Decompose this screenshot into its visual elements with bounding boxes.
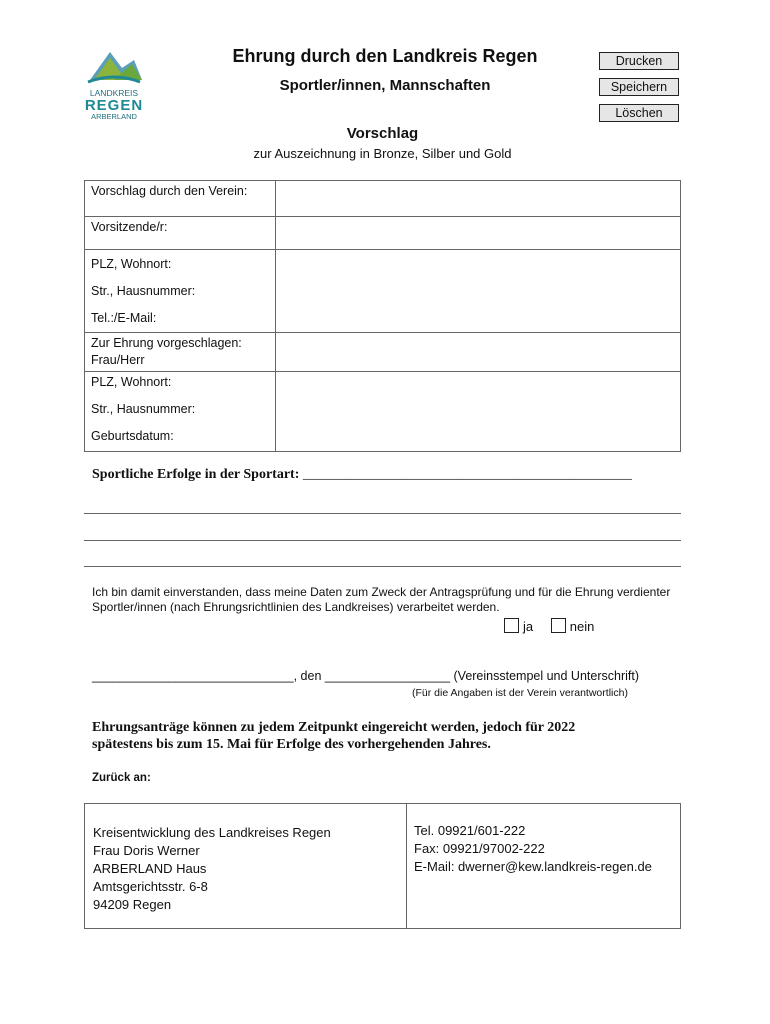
stamp-label: (Vereinsstempel und Unterschrift) xyxy=(450,669,639,683)
consent-yes-label: ja xyxy=(523,619,534,634)
sport-extra-line-2[interactable] xyxy=(84,540,681,541)
landkreis-logo xyxy=(84,48,144,122)
address-labels xyxy=(85,250,276,333)
return-label: Zurück an: xyxy=(92,772,151,784)
den-label: , den xyxy=(293,669,325,683)
address-block xyxy=(85,804,407,929)
street2-label: Str., Hausnummer: xyxy=(91,402,196,416)
birth-label: Geburtsdatum: xyxy=(91,429,174,443)
contact-table xyxy=(84,803,681,929)
sport-field[interactable]: _______________________________________________ xyxy=(302,467,632,482)
address-line-5: 94209 Regen xyxy=(93,897,172,912)
save-button[interactable]: Speichern xyxy=(599,78,679,96)
consent-text: Ich bin damit einverstanden, dass meine Daten zum Zweck der Antragsprüfung und für die Ehrung verdienter Sportler/innen (nach Ehrungsrichtlinien des Landkreises) verarbeitet werden. xyxy=(92,585,671,614)
sport-label: Sportliche Erfolge in der Sportart: xyxy=(92,467,303,482)
logo-line3: ARBERLAND xyxy=(91,112,137,121)
nominee-field[interactable] xyxy=(276,333,681,372)
address-line-2: Frau Doris Werner xyxy=(93,843,200,858)
chair-label: Vorsitzende/r: xyxy=(85,217,276,250)
postal-label: PLZ, Wohnort: xyxy=(91,257,172,271)
nomination-form-table xyxy=(84,180,681,452)
section-subheading: zur Auszeichnung in Bronze, Silber und Gold xyxy=(253,146,512,161)
sport-extra-line-1[interactable] xyxy=(84,513,681,514)
consent-yes-checkbox[interactable] xyxy=(504,618,519,633)
consent-no-checkbox[interactable] xyxy=(551,618,566,633)
print-button[interactable]: Drucken xyxy=(599,52,679,70)
contact-fax: Fax: 09921/97002-222 xyxy=(414,841,545,856)
street-label: Str., Hausnummer: xyxy=(91,284,196,298)
logo-line1: LANDKREIS xyxy=(89,88,139,98)
mountain-logo-icon xyxy=(84,48,144,88)
contact-email[interactable]: E-Mail: dwerner@kew.landkreis-regen.de xyxy=(414,859,652,874)
contact-block xyxy=(407,804,681,929)
nominee-label: Zur Ehrung vorgeschlagen: Frau/Herr xyxy=(85,333,276,372)
address-field[interactable] xyxy=(276,250,681,333)
date-field[interactable]: __________________ xyxy=(324,669,451,683)
sport-extra-line-3[interactable] xyxy=(84,566,681,567)
nominee-address-labels xyxy=(85,372,276,452)
logo-line2: REGEN xyxy=(84,97,144,114)
phone-label: Tel.:/E-Mail: xyxy=(91,311,157,325)
consent-no-label: nein xyxy=(569,619,595,634)
page-subtitle: Sportler/innen, Mannschaften xyxy=(279,77,491,94)
responsibility-note: (Für die Angaben ist der Verein verantwortlich) xyxy=(412,687,628,699)
address-line-1: Kreisentwicklung des Landkreises Regen xyxy=(93,825,331,840)
address-line-4: Amtsgerichtsstr. 6-8 xyxy=(93,879,208,894)
place-field[interactable]: _____________________________ xyxy=(92,669,294,683)
consent-options xyxy=(504,618,594,634)
deadline-notice: Ehrungsanträge können zu jedem Zeitpunkt eingereicht werden, jedoch für 2022 spätestens bis zum 15. Mai für Erfolge des vorhergehenden Jahres. xyxy=(92,720,576,752)
proposer-label: Vorschlag durch den Verein: xyxy=(85,181,276,217)
sport-line xyxy=(92,467,632,483)
chair-field[interactable] xyxy=(276,217,681,250)
signature-line xyxy=(92,669,639,683)
proposer-field[interactable] xyxy=(276,181,681,217)
postal2-label: PLZ, Wohnort: xyxy=(91,375,172,389)
contact-tel: Tel. 09921/601-222 xyxy=(414,823,526,838)
nominee-address-field[interactable] xyxy=(276,372,681,452)
address-line-3: ARBERLAND Haus xyxy=(93,861,207,876)
delete-button[interactable]: Löschen xyxy=(599,104,679,122)
page-title: Ehrung durch den Landkreis Regen xyxy=(232,46,538,66)
section-heading: Vorschlag xyxy=(346,125,419,142)
